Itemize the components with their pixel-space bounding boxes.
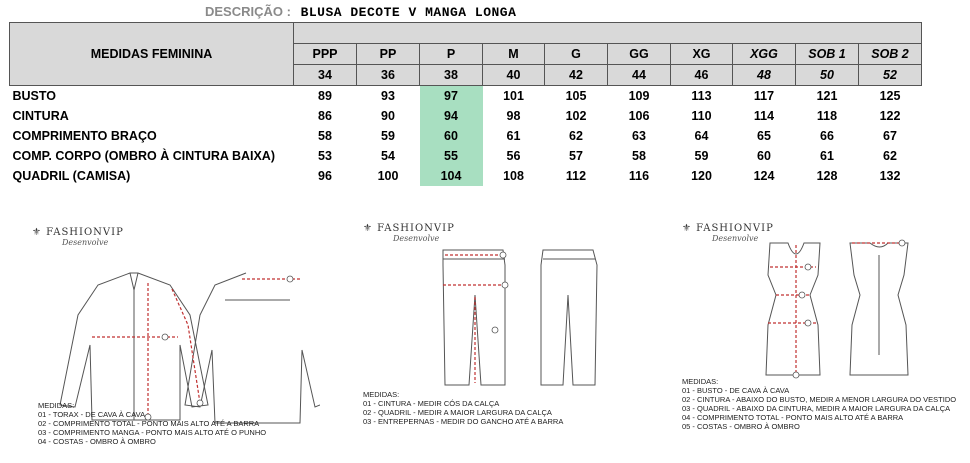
measure-cell: 113 — [691, 89, 712, 103]
measure-cell: 98 — [506, 109, 521, 123]
measure-note-line: 05 - COSTAS - OMBRO À OMBRO — [682, 422, 800, 431]
size-code-cell: XG — [671, 44, 733, 65]
measure-cell: 59 — [381, 129, 395, 143]
measure-cell: 55 — [420, 146, 483, 166]
measure-cell: 60 — [757, 149, 771, 163]
measure-cell: 122 — [879, 109, 901, 123]
measure-cell: 109 — [628, 89, 650, 103]
row-label: CINTURA — [12, 109, 69, 123]
measure-note-line: 01 - CINTURA - MEDIR CÓS DA CALÇA — [363, 399, 500, 408]
measure-cell: 114 — [753, 109, 775, 123]
measure-cell: 54 — [381, 149, 395, 163]
size-code-cell: M — [483, 44, 545, 65]
measure-cell: 58 — [632, 149, 646, 163]
brand-mark-icon: ⚜ — [363, 223, 373, 234]
measure-cell: 67 — [883, 129, 897, 143]
brand-logo: ⚜ FASHIONVIP Desenvolve — [32, 227, 124, 247]
table-row — [10, 166, 922, 186]
brand-logo: ⚜ FASHIONVIP Desenvolve — [682, 223, 774, 243]
measure-note-line: 01 - TORAX - DE CAVA À CAVA — [38, 410, 146, 419]
measure-cell: 132 — [879, 169, 901, 183]
pants-measure-notes — [363, 390, 563, 426]
size-code-cell: P — [420, 44, 483, 65]
measure-cell: 100 — [377, 169, 399, 183]
row-label: COMP. CORPO (OMBRO À CINTURA BAIXA) — [12, 149, 275, 163]
size-number-cell: 34 — [294, 65, 357, 86]
measure-cell: 62 — [569, 129, 583, 143]
measure-note-line: 03 - ENTREPERNAS - MEDIR DO GANCHO ATÉ A BARRA — [363, 417, 564, 426]
measure-cell: 65 — [757, 129, 771, 143]
dress-illustration — [670, 235, 970, 395]
measure-cell: 101 — [503, 89, 524, 103]
measure-note-line: 03 - QUADRIL - ABAIXO DA CINTURA, MEDIR A MAIOR LARGURA DA CALÇA — [682, 404, 951, 413]
measure-cell: 124 — [753, 169, 775, 183]
size-code-cell: SOB 1 — [796, 44, 859, 65]
size-number-cell: 44 — [608, 65, 671, 86]
size-number-cell: 48 — [733, 65, 796, 86]
measure-cell: 66 — [820, 129, 834, 143]
size-code-cell: XGG — [733, 44, 796, 65]
measure-cell: 116 — [628, 169, 650, 183]
measure-cell: 94 — [420, 106, 483, 126]
measure-cell: 104 — [420, 166, 483, 186]
measure-note-line: 04 - COSTAS - OMBRO À OMBRO — [38, 437, 156, 446]
size-number-cell: 36 — [357, 65, 420, 86]
size-code-cell: PP — [357, 44, 420, 65]
size-number-cell: 38 — [420, 65, 483, 86]
measure-cell: 90 — [381, 109, 395, 123]
table-row — [10, 106, 922, 126]
size-code-cell: PPP — [294, 44, 357, 65]
measure-cell: 118 — [816, 109, 838, 123]
size-chart-table — [9, 22, 922, 186]
brand-mark-icon: ⚜ — [682, 223, 692, 234]
dress-measure-notes — [682, 377, 956, 431]
brand-logo: ⚜ FASHIONVIP Desenvolve — [363, 223, 455, 243]
measure-cell: 86 — [318, 109, 332, 123]
measure-cell: 62 — [883, 149, 897, 163]
description-label: DESCRIÇÃO : — [205, 4, 291, 19]
measure-cell: 63 — [632, 129, 646, 143]
measure-cell: 120 — [691, 169, 712, 183]
size-number-cell: 42 — [545, 65, 608, 86]
measure-note-line: MEDIDAS: — [682, 377, 719, 386]
measure-cell: 59 — [694, 149, 709, 163]
size-code-cell: SOB 2 — [859, 44, 922, 65]
measure-cell: 110 — [691, 109, 712, 123]
measure-cell: 106 — [628, 109, 650, 123]
measure-cell: 93 — [381, 89, 395, 103]
measure-note-line: 01 - BUSTO - DE CAVA À CAVA — [682, 386, 790, 395]
size-number-cell: 40 — [483, 65, 545, 86]
shirt-diagram-panel — [20, 215, 320, 463]
measure-note-line: 03 - COMPRIMENTO MANGA - PONTO MAIS ALTO ATÉ O PUNHO — [38, 428, 267, 437]
measure-cell: 105 — [565, 89, 587, 103]
description-value: BLUSA DECOTE V MANGA LONGA — [300, 5, 517, 20]
measure-cell: 125 — [879, 89, 901, 103]
size-code-cell: GG — [608, 44, 671, 65]
measure-cell: 60 — [420, 126, 483, 146]
table-row — [10, 86, 922, 107]
row-label: QUADRIL (CAMISA) — [12, 169, 131, 183]
table-row — [10, 126, 922, 146]
pants-illustration — [355, 245, 655, 395]
measure-cell: 112 — [565, 169, 587, 183]
measure-cell: 56 — [506, 149, 521, 163]
brand-mark-icon: ⚜ — [32, 227, 42, 238]
shirt-measure-notes — [38, 401, 266, 446]
measure-cell: 128 — [816, 169, 838, 183]
measure-cell: 58 — [318, 129, 332, 143]
measure-note-line: 02 - CINTURA - ABAIXO DO BUSTO, MEDIR A MENOR LARGURA DO VESTIDO — [682, 395, 957, 404]
size-number-cell: 52 — [859, 65, 922, 86]
measure-note-line: 02 - QUADRIL - MEDIR A MAIOR LARGURA DA CALÇA — [363, 408, 552, 417]
measure-note-line: MEDIDAS: — [38, 401, 75, 410]
size-number-cell: 46 — [671, 65, 733, 86]
description-line — [205, 4, 516, 20]
dress-diagram-panel — [670, 215, 970, 463]
measure-cell: 64 — [694, 129, 709, 143]
row-label: BUSTO — [12, 89, 57, 103]
measure-cell: 53 — [318, 149, 332, 163]
table-header-label: MEDIDAS FEMININA — [10, 23, 294, 86]
measure-cell: 61 — [506, 129, 521, 143]
measure-note-line: MEDIDAS: — [363, 390, 400, 399]
table-row — [10, 146, 922, 166]
measure-cell: 61 — [820, 149, 834, 163]
measure-cell: 121 — [816, 89, 838, 103]
measure-cell: 89 — [318, 89, 332, 103]
size-code-cell: G — [545, 44, 608, 65]
row-label: COMPRIMENTO BRAÇO — [12, 129, 157, 143]
measure-cell: 108 — [503, 169, 524, 183]
measure-cell: 102 — [565, 109, 587, 123]
header-spacer — [294, 23, 922, 44]
measure-note-line: 04 - COMPRIMENTO TOTAL - PONTO MAIS ALTO ATÉ A BARRA — [682, 413, 904, 422]
measure-cell: 117 — [753, 89, 775, 103]
size-number-cell: 50 — [796, 65, 859, 86]
measure-cell: 96 — [318, 169, 332, 183]
measure-cell: 57 — [569, 149, 583, 163]
measure-note-line: 02 - COMPRIMENTO TOTAL - PONTO MAIS ALTO ATÉ A BARRA — [38, 419, 260, 428]
measure-cell: 97 — [420, 86, 483, 107]
pants-diagram-panel — [355, 215, 655, 463]
